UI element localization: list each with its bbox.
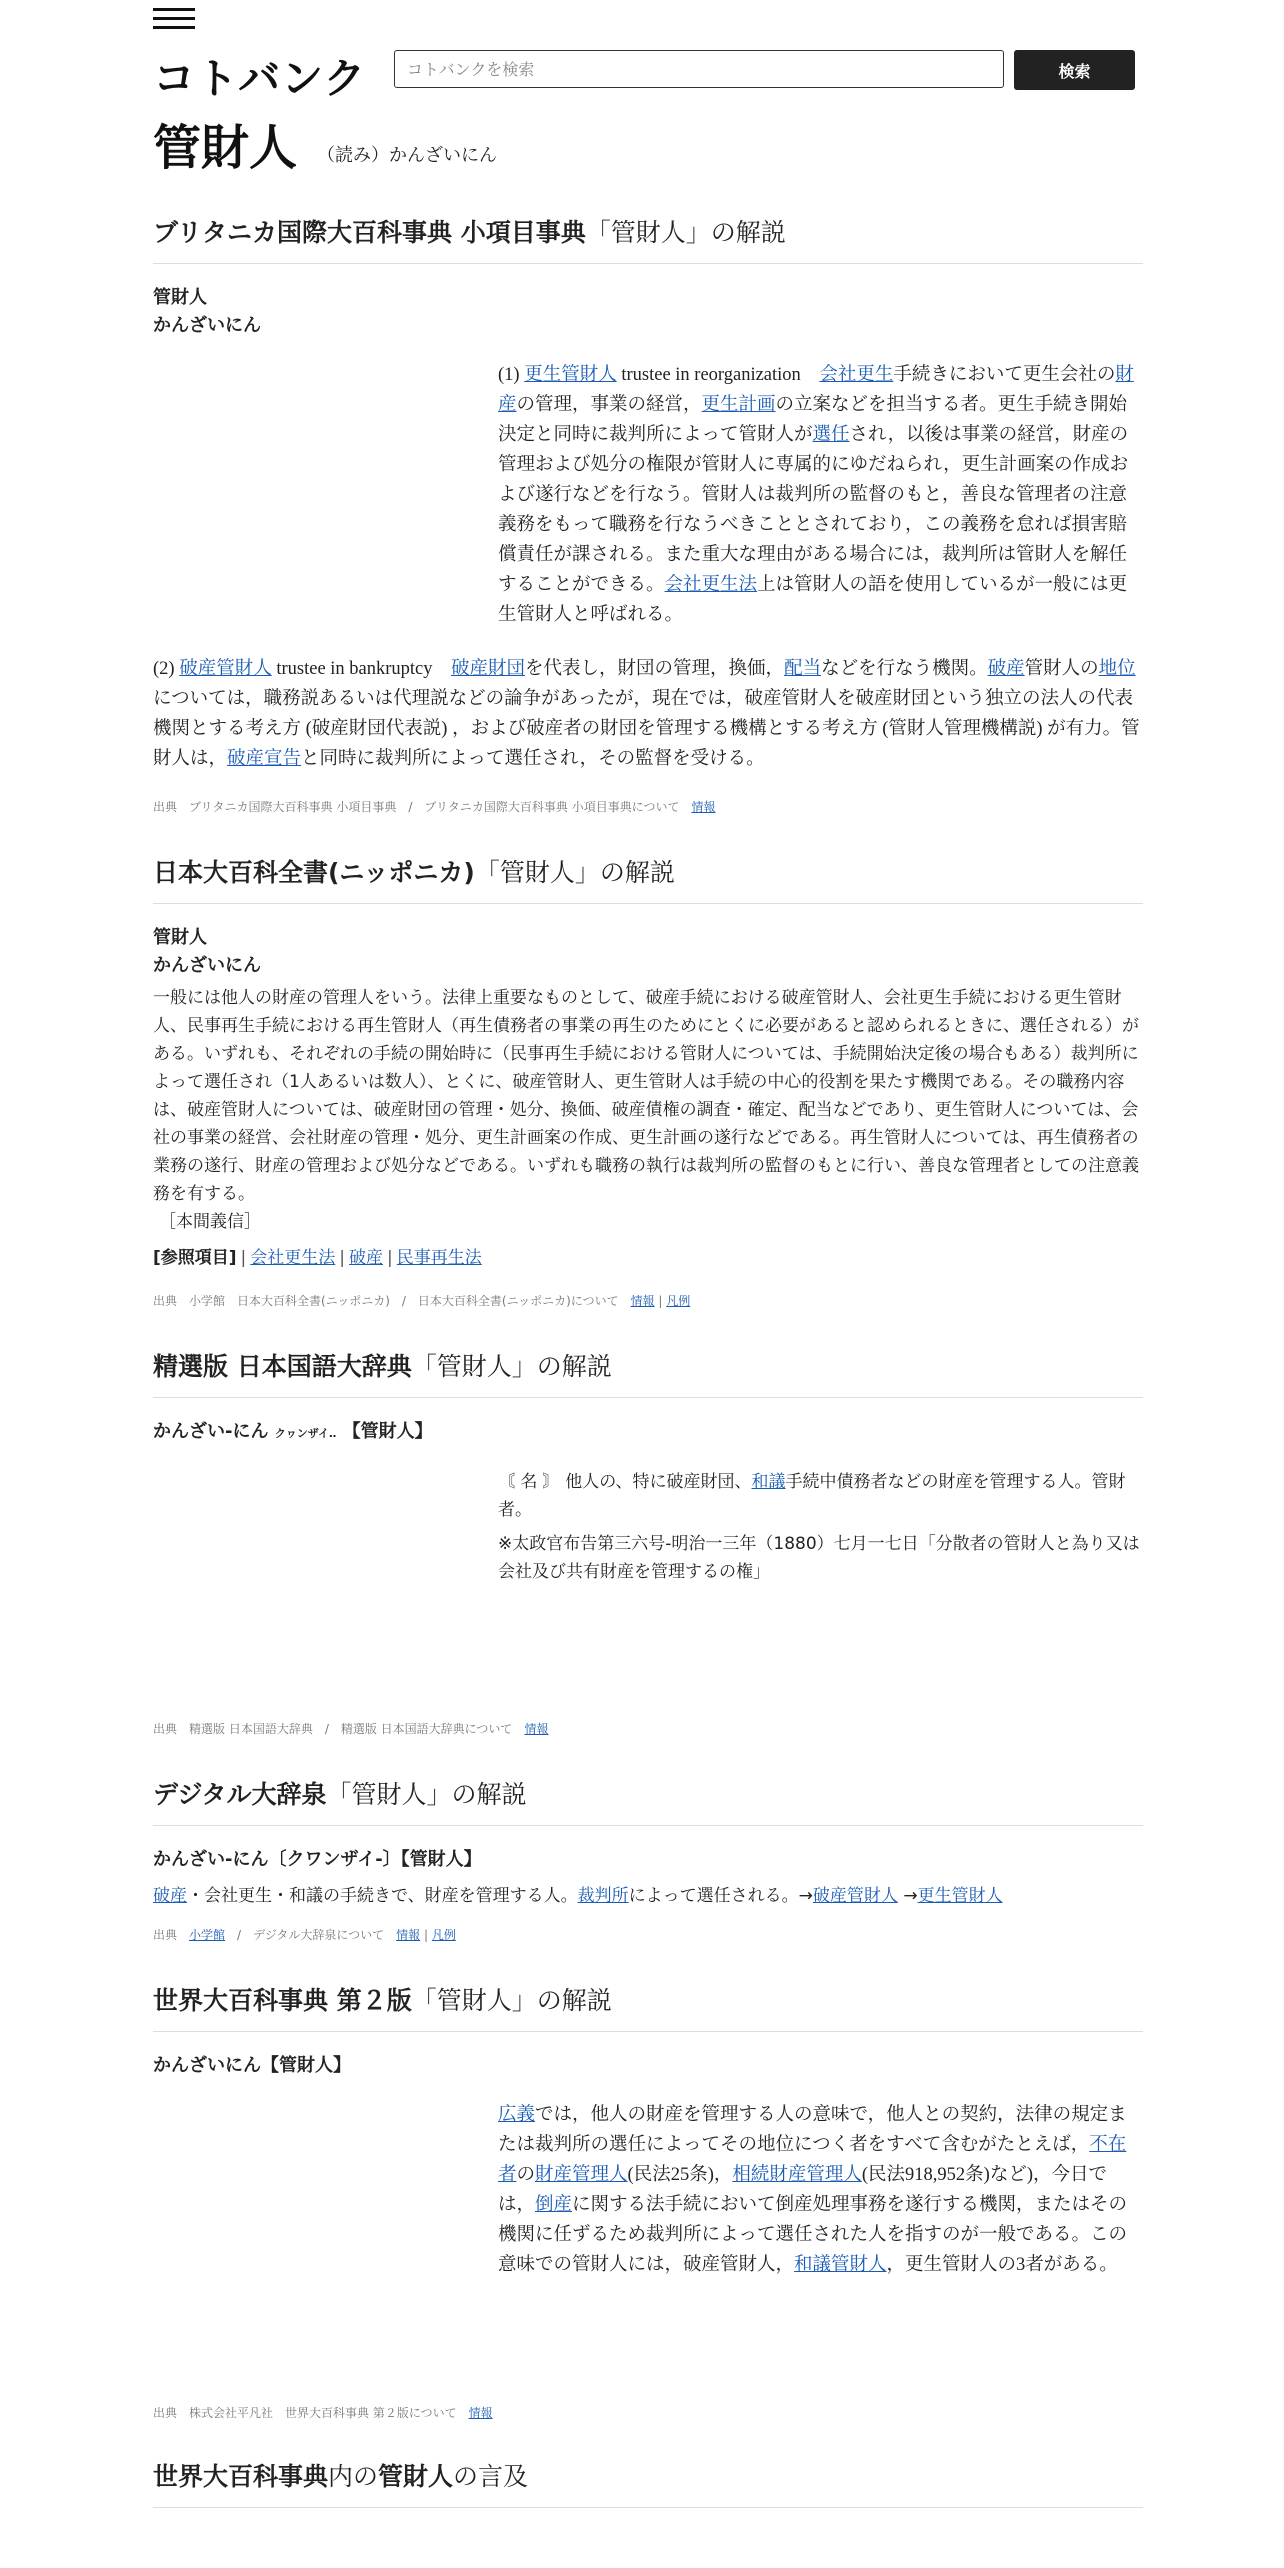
- paragraph-1: (1) 更生管財人 trustee in reorganization 会社更生手続きにおいて更生会社の財産の管理，事業の経営，更生計画の立案などを担当する者。更生手続き開始決定と同時に裁判所によって管財人が選任され，以後は事業の経営，財産の管理および処分の権限が管財人に専属的にゆだねられ，更生計画案の作成および遂行などを行なう。管財人は裁判所の監督のもと，善良な管理者の注意義務をもって職務を行なうべきこととされており，この義務を怠れば損害賠償責任が課される。また重大な理由がある場合には，裁判所は管財人を解任することができる。会社更生法上は管財人の語を使用しているが一般には更生管財人と呼ばれる。: [498, 364, 1134, 625]
- section-daijisen: [153, 1775, 1143, 1943]
- section-title: ブリタニカ国際大百科事典 小項目事典「管財人」の解説: [153, 213, 1143, 264]
- definition: 破産・会社更生・和議の手続きで、財産を管理する人。裁判所によって選任される。→破産管財人 →更生管財人: [153, 1885, 1003, 1906]
- section-title: デジタル大辞泉「管財人」の解説: [153, 1775, 1143, 1826]
- source-line: 出典 小学館 / デジタル大辞泉について 情報 | 凡例: [153, 1927, 456, 1942]
- link-tousan[interactable]: 倒産: [535, 2194, 573, 2215]
- source-line: 出典 株式会社平凡社 世界大百科事典 第２版について 情報: [153, 2405, 493, 2420]
- source-legend-link[interactable]: 凡例: [431, 1927, 456, 1942]
- paragraph-2: (2) 破産管財人 trustee in bankruptcy 破産財団を代表し，財団の管理，換価，配当などを行なう機関。破産管財人の地位については，職務説あるいは代理説などの論争があったが，現在では，破産管財人を破産財団という独立の法人の代表機関とする考え方 (破産財団代表説) ，および破産者の財団を管理する機構とする考え方 (管財人管理機構説) が有力。管財人は，破産宣告と同時に裁判所によって選任され，その監督を受ける。: [153, 658, 1140, 769]
- link-hasan-senkoku[interactable]: 破産宣告: [227, 748, 302, 769]
- link-hasan-zaidan[interactable]: 破産財団: [451, 658, 526, 679]
- reading: （読み）かんざいにん: [317, 144, 498, 166]
- section-title: 世界大百科事典 第２版「管財人」の解説: [153, 1981, 1143, 2032]
- source-legend-link[interactable]: 凡例: [666, 1293, 691, 1308]
- link-kousei-kanzainin[interactable]: 更生管財人: [917, 1885, 1003, 1906]
- ref-link-hasan[interactable]: 破産: [349, 1247, 384, 1268]
- link-hasan[interactable]: 破産: [987, 658, 1025, 679]
- page-title: 管財人: [153, 120, 298, 176]
- link-wagi-kanzainin[interactable]: 和議管財人: [794, 2254, 887, 2275]
- link-sennin[interactable]: 選任: [812, 424, 850, 445]
- link-zaisan-kanrinin[interactable]: 財産管理人: [535, 2164, 628, 2185]
- headword: かんざい‐にん クヮンザイ‥ 【管財人】: [153, 1420, 433, 1442]
- headword: 管財人: [153, 926, 207, 948]
- link-kougi[interactable]: 広義: [498, 2104, 536, 2125]
- mentions-title: 世界大百科事典内の管財人の言及: [153, 2457, 1143, 2508]
- ref-link-kaisha-kousei-hou[interactable]: 会社更生法: [250, 1247, 336, 1268]
- entry-title: [153, 122, 1143, 175]
- link-fuzaisha[interactable]: 不在者: [498, 2134, 1127, 2185]
- source-info-link[interactable]: 情報: [468, 2405, 493, 2420]
- link-hasan-kanzainin[interactable]: 破産管財人: [812, 1885, 898, 1906]
- source-info-link[interactable]: 情報: [691, 799, 716, 814]
- source-info-link[interactable]: 情報: [630, 1293, 655, 1308]
- link-haitou[interactable]: 配当: [784, 658, 822, 679]
- headword: かんざい‐にん〔クワンザイ‐〕【管財人】: [153, 1848, 482, 1870]
- source-info-link[interactable]: 情報: [396, 1927, 421, 1942]
- section-title: 日本大百科全書(ニッポニカ)「管財人」の解説: [153, 853, 1143, 904]
- source-info-link[interactable]: 情報: [524, 1721, 549, 1736]
- link-saibansho[interactable]: 裁判所: [577, 1885, 629, 1906]
- link-kousei-kanzainin[interactable]: 更生管財人: [524, 364, 617, 385]
- section-sekai: [153, 1981, 1143, 2421]
- section-britannica: [153, 213, 1143, 815]
- source-line: 出典 ブリタニカ国際大百科事典 小項目事典 / ブリタニカ国際大百科事典 小項目事典について 情報: [153, 799, 716, 814]
- link-zaisan[interactable]: 財産: [498, 364, 1134, 415]
- ref-link-minji-saisei-hou[interactable]: 民事再生法: [396, 1247, 482, 1268]
- link-kousei-keikaku[interactable]: 更生計画: [701, 394, 776, 415]
- section-nipponica: [153, 853, 1143, 1309]
- body-text: 一般には他人の財産の管理人をいう。法律上重要なものとして、破産手続における破産管財人、会社更生手続における更生管財人、民事再生手続における再生管財人（再生債務者の事業の再生のためにとくに必要があると認められるときに、選任される）がある。いずれも、それぞれの手続の開始時に（民事再生手続における管財人については、手続開始決定後の場合もある）裁判所によって選任され（1人あるいは数人）、とくに、破産管財人、更生管財人は手続の中心的役割を果たす機関である。その職務内容は、破産管財人については、破産財団の管理・処分、換価、破産債権の調査・確定、配当などであり、更生管財人については、会社の事業の経営、会社財産の管理・処分、更生計画案の作成、更生計画の遂行などである。再生管財人については、再生債務者の業務の遂行、財産の管理および処分などである。いずれも職務の執行は裁判所の監督のもとに行い、善良な管理者としての注意義務を有する。: [153, 987, 1139, 1204]
- author: ［本間義信］: [159, 1211, 261, 1232]
- definition: 広義では，他人の財産を管理する人の意味で，他人との契約，法律の規定または裁判所の選任によってその地位につく者をすべて含むがたとえば，不在者の財産管理人(民法25条)，相続財産管理人(民法918,952条)など)，今日では，倒産に関する法手続において倒産処理事務を遂行する機関，またはその機関に任ずるため裁判所によって選任された人を指すのが一般である。この意味での管財人には，破産管財人，和議管財人，更生管財人の3者がある。: [498, 2104, 1128, 2275]
- menu-icon[interactable]: [153, 8, 195, 30]
- search-input[interactable]: [394, 50, 1004, 88]
- section-title: 精選版 日本国語大辞典「管財人」の解説: [153, 1347, 1143, 1398]
- site-header: [153, 0, 1143, 103]
- link-souzoku-zaisan-kanrinin[interactable]: 相続財産管理人: [732, 2164, 862, 2185]
- source-line: 出典 小学館 日本大百科全書(ニッポニカ) / 日本大百科全書(ニッポニカ)について 情報 | 凡例: [153, 1293, 691, 1308]
- link-wagi[interactable]: 和議: [751, 1471, 786, 1492]
- headword-reading: かんざいにん: [153, 314, 261, 336]
- link-kaisha-kousei[interactable]: 会社更生: [819, 364, 894, 385]
- search-button[interactable]: 検索: [1014, 50, 1135, 90]
- page: [153, 0, 1143, 2508]
- source-line: 出典 精選版 日本国語大辞典 / 精選版 日本国語大辞典について 情報: [153, 1721, 549, 1736]
- link-hasan[interactable]: 破産: [153, 1885, 187, 1906]
- definition: 〘 名 〙 他人の、特に破産財団、和議手続中債務者などの財産を管理する人。管財者。: [498, 1471, 1126, 1520]
- link-kaisha-kousei-hou[interactable]: 会社更生法: [664, 574, 758, 595]
- section-seisenban: [153, 1347, 1143, 1737]
- link-hasan-kanzainin[interactable]: 破産管財人: [179, 658, 272, 679]
- citation: ※太政官布告第三六号‐明治一三年（1880）七月一七日「分散者の管財人と為り又は会社及び共有財産を管理するの権」: [498, 1533, 1140, 1582]
- reference-items: [参照項目] | 会社更生法 | 破産 | 民事再生法: [153, 1247, 482, 1268]
- headword-reading: かんざいにん: [153, 954, 261, 976]
- site-logo[interactable]: コトバンク: [153, 54, 367, 103]
- source-publisher-link[interactable]: 小学館: [189, 1927, 226, 1942]
- headword: 管財人: [153, 286, 207, 308]
- link-chii[interactable]: 地位: [1098, 658, 1136, 679]
- headword: かんざいにん【管財人】: [153, 2054, 351, 2076]
